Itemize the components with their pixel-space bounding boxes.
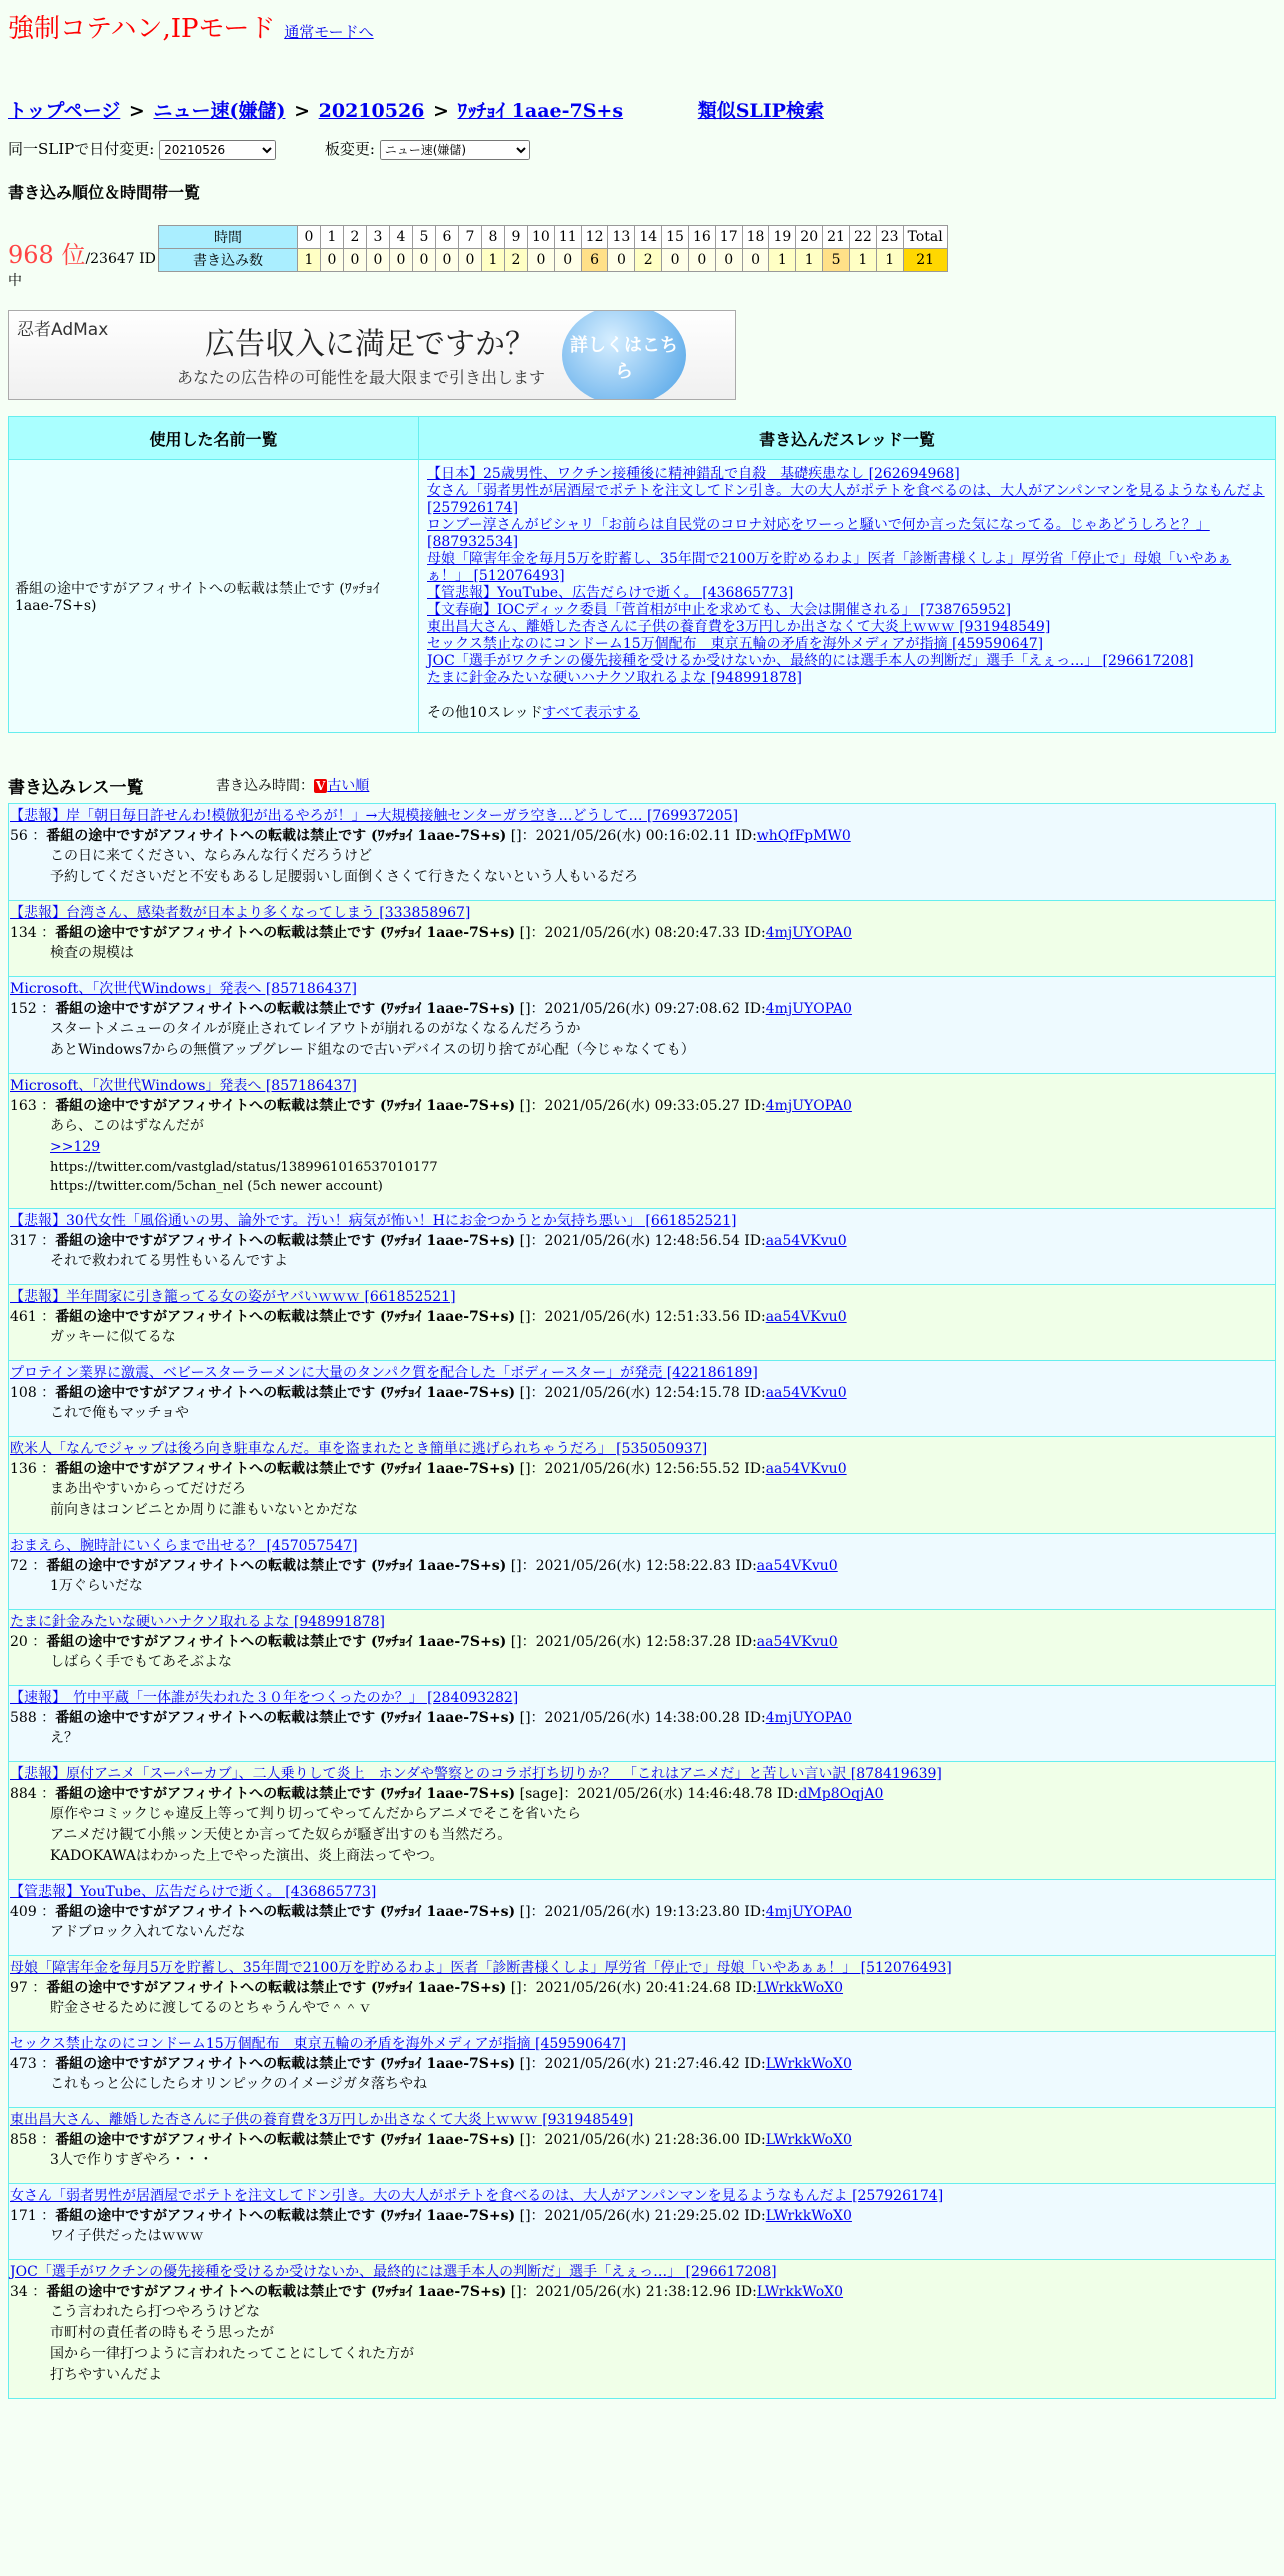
post-body bbox=[10, 1922, 1274, 1943]
post-body-line: 検査の規模は bbox=[50, 945, 134, 961]
post-name: 番組の途中ですがアフィサイトへの転載は禁止です (ﾜｯﾁｮｲ 1aae-7S+s) bbox=[46, 1634, 507, 1650]
post-body-line: 原作やコミックじゃ違反上等って判り切ってやってんだからアニメでそこを省いたら bbox=[50, 1806, 582, 1822]
post-meta: 461 ：番組の途中ですがアフィサイトへの転載は禁止です (ﾜｯﾁｮｲ 1aae-7S+s) []：2021/05/26(水) 12:51:33.56 ID:aa54VKvu0 bbox=[10, 1309, 847, 1325]
post-name: 番組の途中ですがアフィサイトへの転載は禁止です (ﾜｯﾁｮｲ 1aae-7S+s) bbox=[46, 2284, 507, 2300]
hour-count-cell: 0 bbox=[413, 249, 436, 272]
post-body bbox=[10, 2074, 1274, 2095]
hour-count-cell: 0 bbox=[436, 249, 459, 272]
thread-link[interactable]: 母娘「障害年金を毎月5万を貯蓄し、35年間で2100万を貯めるわよ」医者「診断書様くしよ」厚労省「停止で」母娘「いやあぁぁ！」 [512076493] bbox=[427, 551, 1232, 584]
post-meta: 884 ：番組の途中ですがアフィサイトへの転載は禁止です (ﾜｯﾁｮｲ 1aae-7S+s) [sage]：2021/05/26(水) 14:46:48.78 ID:dMp8OqjA0 bbox=[10, 1786, 884, 1802]
post-thread-link[interactable]: 【速報】 竹中平蔵「一体誰が失われた３０年をつくったのか？」 [284093282] bbox=[10, 1690, 519, 1706]
post-date: 2021/05/26(水) 09:27:08.62 bbox=[544, 1001, 740, 1017]
hour-count-cell: 1 bbox=[849, 249, 876, 272]
hour-cell: 21 bbox=[823, 226, 850, 249]
post-meta: 134 ：番組の途中ですがアフィサイトへの転載は禁止です (ﾜｯﾁｮｲ 1aae-7S+s) []：2021/05/26(水) 08:20:47.33 ID:4mjUYOPA0 bbox=[10, 925, 852, 941]
post bbox=[8, 1534, 1276, 1610]
date-change-label: 同一SLIPで日付変更: bbox=[8, 140, 155, 158]
post-body bbox=[10, 2226, 1274, 2247]
hour-cell: 0 bbox=[298, 226, 321, 249]
post-thread-link[interactable]: 女さん「弱者男性が居酒屋でポテトを注文してドン引き。大の大人がポテトを食べるのは、大人がアンパンマンを見るようなもんだよ [257926174] bbox=[10, 2188, 944, 2204]
post-date: 2021/05/26(水) 12:54:15.78 bbox=[544, 1385, 740, 1401]
post-number: 56 bbox=[10, 828, 28, 844]
rank-number: 968 位 bbox=[8, 241, 86, 269]
post-number: 34 bbox=[10, 2284, 28, 2300]
breadcrumb-top[interactable]: トップページ bbox=[8, 100, 121, 122]
thread-link[interactable]: ロンブー淳さんがビシャリ「お前らは自民党のコロナ対応をワーっと騒いで何か言った気になってる。じゃあどうしろと？」 [887932534] bbox=[427, 517, 1210, 550]
post-mail: [] bbox=[510, 1558, 522, 1574]
breadcrumb-slip[interactable]: ﾜｯﾁｮｲ 1aae-7S+s bbox=[457, 100, 624, 122]
similar-slip-search-link[interactable]: 類似SLIP検索 bbox=[697, 100, 824, 122]
post-url-line: https://twitter.com/5chan_nel (5ch newer account) bbox=[50, 1179, 383, 1194]
post-body bbox=[10, 1327, 1274, 1348]
hours-header-row bbox=[159, 226, 948, 249]
post-number: 588 bbox=[10, 1710, 37, 1726]
post-number: 108 bbox=[10, 1385, 37, 1401]
hour-cell: 7 bbox=[459, 226, 482, 249]
post-mail: [] bbox=[519, 1385, 531, 1401]
ad-logo: 忍者AdMax bbox=[17, 320, 109, 340]
post-body bbox=[10, 943, 1274, 964]
board-change-label: 板変更: bbox=[324, 140, 375, 158]
post bbox=[8, 2260, 1276, 2399]
post-number: 858 bbox=[10, 2132, 37, 2148]
ranking-row bbox=[8, 225, 1276, 290]
post-id-link[interactable]: LWrkkWoX0 bbox=[765, 2132, 852, 2148]
post-thread-link[interactable]: 【悲報】原付アニメ「スーパーカブ」、二人乗りして炎上 ホンダや警察とのコラボ打ち切りか？ 「これはアニメだ」と苦しい言い訳 [878419639] bbox=[10, 1766, 942, 1782]
post-date: 2021/05/26(水) 12:58:22.83 bbox=[535, 1558, 731, 1574]
responses-header bbox=[8, 767, 1276, 803]
post-thread-link[interactable]: 欧米人「なんでジャップは後ろ向き駐車なんだ。車を盗まれたとき簡単に逃げられちゃうだろ」 [535050937] bbox=[10, 1441, 708, 1457]
change-controls bbox=[8, 138, 1276, 168]
post-mail: [] bbox=[519, 1233, 531, 1249]
post-thread-link[interactable]: プロテイン業界に激震、ベビースターラーメンに大量のタンパク質を配合した「ボディースター」が発売 [422186189] bbox=[10, 1365, 758, 1381]
breadcrumb-date[interactable]: 20210526 bbox=[318, 100, 425, 122]
post bbox=[8, 1686, 1276, 1762]
post-meta: 171 ：番組の途中ですがアフィサイトへの転載は禁止です (ﾜｯﾁｮｲ 1aae-7S+s) []：2021/05/26(水) 21:29:25.02 ID:LWrkkWoX0 bbox=[10, 2208, 852, 2224]
post bbox=[8, 977, 1276, 1074]
post-meta: 588 ：番組の途中ですがアフィサイトへの転載は禁止です (ﾜｯﾁｮｲ 1aae-7S+s) []：2021/05/26(水) 14:38:00.28 ID:4mjUYOPA0 bbox=[10, 1710, 852, 1726]
post-name: 番組の途中ですがアフィサイトへの転載は禁止です (ﾜｯﾁｮｲ 1aae-7S+s) bbox=[55, 1904, 516, 1920]
post-body-line: アニメだけ観て小熊ッン天使とか言ってた奴らが騒ぎ出すのも当然だろ。 bbox=[50, 1827, 512, 1843]
counts-row bbox=[159, 249, 948, 272]
more-threads-text: その他10スレッド bbox=[427, 705, 543, 721]
post-mail: [] bbox=[519, 2208, 531, 2224]
hour-count-cell: 0 bbox=[688, 249, 715, 272]
hour-count-cell: 1 bbox=[769, 249, 796, 272]
post-meta: 136 ：番組の途中ですがアフィサイトへの転載は禁止です (ﾜｯﾁｮｲ 1aae-7S+s) []：2021/05/26(水) 12:56:55.52 ID:aa54VKvu0 bbox=[10, 1461, 847, 1477]
post-name: 番組の途中ですがアフィサイトへの転載は禁止です (ﾜｯﾁｮｲ 1aae-7S+s) bbox=[55, 2208, 516, 2224]
post-body bbox=[10, 1998, 1274, 2019]
post-meta: 858 ：番組の途中ですがアフィサイトへの転載は禁止です (ﾜｯﾁｮｲ 1aae-7S+s) []：2021/05/26(水) 21:28:36.00 ID:LWrkkWoX0 bbox=[10, 2132, 852, 2148]
post-date: 2021/05/26(水) 12:51:33.56 bbox=[544, 1309, 740, 1325]
post-number: 20 bbox=[10, 1634, 28, 1650]
mode-title: 強制コテハン,IPモード bbox=[8, 14, 276, 44]
post-body-line: 貯金させるために渡してるのとちゃうんやで＾＾ｖ bbox=[50, 2000, 372, 2016]
hour-cell: 8 bbox=[482, 226, 505, 249]
post bbox=[8, 901, 1276, 977]
post-body bbox=[10, 1116, 1274, 1196]
normal-mode-link[interactable]: 通常モードへ bbox=[284, 23, 374, 41]
post-number: 473 bbox=[10, 2056, 37, 2072]
post-body-line: この日に来てください、ならみんな行くだろうけど bbox=[50, 848, 372, 864]
post-body-line: 1万ぐらいだな bbox=[50, 1578, 143, 1594]
breadcrumb-board[interactable]: ニュー速(嫌儲) bbox=[153, 100, 286, 122]
post-thread-link[interactable]: 東出昌大さん、離婚した杏さんに子供の養育費を3万円しか出さなくて大炎上ｗｗｗ [931948549] bbox=[10, 2112, 634, 2128]
post-meta: 56 ：番組の途中ですがアフィサイトへの転載は禁止です (ﾜｯﾁｮｲ 1aae-7S+s) []：2021/05/26(水) 00:16:02.11 ID:whQfFpMW0 bbox=[10, 828, 851, 844]
thread-link[interactable]: 東出昌大さん、離婚した杏さんに子供の養育費を3万円しか出さなくて大炎上ｗｗｗ [931948549] bbox=[427, 619, 1051, 635]
post-date: 2021/05/26(水) 21:28:36.00 bbox=[544, 2132, 740, 2148]
hourly-table bbox=[158, 225, 948, 272]
post-name: 番組の途中ですがアフィサイトへの転載は禁止です (ﾜｯﾁｮｲ 1aae-7S+s) bbox=[55, 1710, 516, 1726]
rank-total-ids: /23647 ID中 bbox=[8, 251, 156, 289]
post-id-link[interactable]: 4mjUYOPA0 bbox=[765, 1001, 852, 1017]
post-number: 884 bbox=[10, 1786, 37, 1802]
names-column-header: 使用した名前一覧 bbox=[9, 417, 419, 460]
sort-direction-icon: V bbox=[316, 779, 326, 793]
post-date: 2021/05/26(水) 09:33:05.27 bbox=[544, 1098, 740, 1114]
hour-cell: 19 bbox=[769, 226, 796, 249]
post-thread-link[interactable]: 【悲報】30代女性「風俗通いの男、論外です。汚い！病気が怖い！Hにお金つかうとか気持ち悪い」 [661852521] bbox=[10, 1213, 737, 1229]
post-number: 409 bbox=[10, 1904, 37, 1920]
post-mail: [] bbox=[519, 1710, 531, 1726]
post-meta: 20 ：番組の途中ですがアフィサイトへの転載は禁止です (ﾜｯﾁｮｲ 1aae-7S+s) []：2021/05/26(水) 12:58:37.28 ID:aa54VKvu0 bbox=[10, 1634, 838, 1650]
post-id-link[interactable]: LWrkkWoX0 bbox=[765, 2208, 852, 2224]
sort-oldest-link[interactable]: 古い順 bbox=[327, 778, 370, 794]
post-number: 152 bbox=[10, 1001, 37, 1017]
thread-link[interactable]: 【日本】25歳男性、ワクチン接種後に精神錯乱で自殺 基礎疾患なし [262694968] bbox=[427, 466, 960, 482]
breadcrumb-separator: > bbox=[433, 100, 449, 122]
post-id-link[interactable]: aa54VKvu0 bbox=[756, 1634, 838, 1650]
hour-cell: 14 bbox=[635, 226, 662, 249]
hour-count-cell: 0 bbox=[367, 249, 390, 272]
post-body-line: 打ちやすいんだよ bbox=[50, 2367, 162, 2383]
post-name: 番組の途中ですがアフィサイトへの転載は禁止です (ﾜｯﾁｮｲ 1aae-7S+s) bbox=[55, 1098, 516, 1114]
hour-cell: 11 bbox=[554, 226, 581, 249]
hour-cell: 13 bbox=[608, 226, 635, 249]
post-mail: [sage] bbox=[519, 1786, 564, 1802]
post-body-line: まあ出やすいからってだけだろ bbox=[50, 1481, 246, 1497]
ranking-heading: 書き込み順位＆時間帯一覧 bbox=[8, 183, 201, 202]
post-body-line: こう言われたら打つやろうけどな bbox=[50, 2304, 260, 2320]
hour-count-cell: 1 bbox=[482, 249, 505, 272]
post-thread-link[interactable]: 【悲報】岸「朝日毎日許せんわ!模倣犯が出るやろが！」→大規模接触センターガラ空き…どうして… [769937205] bbox=[10, 808, 739, 824]
hour-cell: 2 bbox=[344, 226, 367, 249]
post-thread-link[interactable]: たまに針金みたいな硬いハナクソ取れるよな [948991878] bbox=[10, 1614, 385, 1630]
post-name: 番組の途中ですがアフィサイトへの転載は禁止です (ﾜｯﾁｮｲ 1aae-7S+s) bbox=[55, 1786, 516, 1802]
board-select[interactable] bbox=[380, 140, 530, 160]
post-meta: 152 ：番組の途中ですがアフィサイトへの転載は禁止です (ﾜｯﾁｮｲ 1aae-7S+s) []：2021/05/26(水) 09:27:08.62 ID:4mjUYOPA0 bbox=[10, 1001, 852, 1017]
hour-cell: 10 bbox=[528, 226, 555, 249]
post bbox=[8, 2108, 1276, 2184]
post-name: 番組の途中ですがアフィサイトへの転載は禁止です (ﾜｯﾁｮｲ 1aae-7S+s) bbox=[55, 925, 516, 941]
post-id-link[interactable]: 4mjUYOPA0 bbox=[765, 1710, 852, 1726]
post-meta: 72 ：番組の途中ですがアフィサイトへの転載は禁止です (ﾜｯﾁｮｲ 1aae-7S+s) []：2021/05/26(水) 12:58:22.83 ID:aa54VKvu0 bbox=[10, 1558, 838, 1574]
total-count-cell: 21 bbox=[903, 249, 947, 272]
total-header-cell: Total bbox=[903, 226, 947, 249]
post-body-line: 予約してくださいだと不安もあるし足腰弱いし面倒くさくて行きたくないという人もいるだろ bbox=[50, 869, 638, 885]
sort-control bbox=[216, 775, 369, 795]
post-body-line: え？ bbox=[50, 1730, 78, 1746]
post bbox=[8, 1437, 1276, 1534]
post-number: 136 bbox=[10, 1461, 37, 1477]
hour-cell: 9 bbox=[505, 226, 528, 249]
post-number: 134 bbox=[10, 925, 37, 941]
post-body-line: あら、このはずなんだが bbox=[50, 1118, 204, 1134]
post-id-link[interactable]: aa54VKvu0 bbox=[765, 1385, 847, 1401]
hour-cell: 20 bbox=[796, 226, 823, 249]
post-mail: [] bbox=[519, 2056, 531, 2072]
post-body bbox=[10, 2150, 1274, 2171]
post-body-line: ガッキーに似てるな bbox=[50, 1329, 176, 1345]
hour-count-cell: 1 bbox=[796, 249, 823, 272]
post-body-line: ワイ子供だったはｗｗｗ bbox=[50, 2228, 204, 2244]
post-date: 2021/05/26(水) 08:20:47.33 bbox=[544, 925, 740, 941]
post-body-line: これもっと公にしたらオリンピックのイメージガタ落ちやね bbox=[50, 2076, 428, 2092]
ad-headline: 広告収入に満足ですか？ bbox=[205, 327, 535, 362]
post-date: 2021/05/26(水) 12:56:55.52 bbox=[544, 1461, 740, 1477]
hour-count-cell: 0 bbox=[662, 249, 689, 272]
hour-cell: 5 bbox=[413, 226, 436, 249]
post-mail: [] bbox=[519, 1904, 531, 1920]
posts-list bbox=[8, 803, 1276, 2399]
post-date: 2021/05/26(水) 21:27:46.42 bbox=[544, 2056, 740, 2072]
hour-cell: 17 bbox=[715, 226, 742, 249]
post-body-line: しばらく手でもてあそぶよな bbox=[50, 1654, 232, 1670]
post-id-link[interactable]: 4mjUYOPA0 bbox=[765, 925, 852, 941]
responses-title: 書き込みレス一覧 bbox=[8, 777, 144, 798]
names-threads-table bbox=[8, 416, 1276, 733]
post-name: 番組の途中ですがアフィサイトへの転載は禁止です (ﾜｯﾁｮｲ 1aae-7S+s) bbox=[55, 2132, 516, 2148]
post-body-line: これで俺もマッチョや bbox=[50, 1405, 190, 1421]
post-name: 番組の途中ですがアフィサイトへの転載は禁止です (ﾜｯﾁｮｲ 1aae-7S+s) bbox=[55, 1461, 516, 1477]
post-mail: [] bbox=[519, 925, 531, 941]
hour-cell: 4 bbox=[390, 226, 413, 249]
hour-count-cell: 0 bbox=[742, 249, 769, 272]
hour-count-cell: 0 bbox=[528, 249, 555, 272]
post-date: 2021/05/26(水) 12:58:37.28 bbox=[535, 1634, 731, 1650]
post-id-link[interactable]: dMp8OqjA0 bbox=[798, 1786, 884, 1802]
hour-count-cell: 2 bbox=[635, 249, 662, 272]
post-date: 2021/05/26(水) 21:29:25.02 bbox=[544, 2208, 740, 2224]
post-mail: [] bbox=[519, 1309, 531, 1325]
post-body bbox=[10, 1728, 1274, 1749]
post-thread-link[interactable]: 【管悲報】YouTube、広告だらけで逝く。 [436865773] bbox=[10, 1884, 377, 1900]
posts-row-label: 書き込み数 bbox=[159, 249, 298, 272]
breadcrumb bbox=[8, 96, 1276, 126]
post-body-line: それで救われてる男性もいるんですよ bbox=[50, 1253, 288, 1269]
post-name: 番組の途中ですがアフィサイトへの転載は禁止です (ﾜｯﾁｮｲ 1aae-7S+s) bbox=[55, 2056, 516, 2072]
post-thread-link[interactable]: Microsoft、「次世代Windows」発表へ [857186437] bbox=[10, 1078, 357, 1094]
post-body bbox=[10, 1403, 1274, 1424]
post-thread-link[interactable]: 【悲報】台湾さん、感染者数が日本より多くなってしまう [333858967] bbox=[10, 905, 471, 921]
post-body bbox=[10, 1576, 1274, 1597]
post-thread-link[interactable]: セックス禁止なのにコンドーム15万個配布 東京五輪の矛盾を海外メディアが指摘 [459590647] bbox=[10, 2036, 627, 2052]
post-body bbox=[10, 1652, 1274, 1673]
post-id-link[interactable]: 4mjUYOPA0 bbox=[765, 1098, 852, 1114]
post-number: 97 bbox=[10, 1980, 28, 1996]
post-meta: 108 ：番組の途中ですがアフィサイトへの転載は禁止です (ﾜｯﾁｮｲ 1aae-7S+s) []：2021/05/26(水) 12:54:15.78 ID:aa54VKvu0 bbox=[10, 1385, 847, 1401]
post-body-line: あとWindows7からの無償アップグレード組なので古いデバイスの切り捨てが心配（今じゃなくても） bbox=[50, 1042, 695, 1058]
post-date: 2021/05/26(水) 19:13:23.80 bbox=[544, 1904, 740, 1920]
rank-display bbox=[8, 225, 158, 290]
post-url-line: https://twitter.com/vastglad/status/1389961016537010177 bbox=[50, 1160, 438, 1175]
post-meta: 97 ：番組の途中ですがアフィサイトへの転載は禁止です (ﾜｯﾁｮｲ 1aae-7S+s) []：2021/05/26(水) 20:41:24.68 ID:LWrkkWoX0 bbox=[10, 1980, 844, 1996]
post-date: 2021/05/26(水) 20:41:24.68 bbox=[535, 1980, 731, 1996]
hour-count-cell: 6 bbox=[581, 249, 608, 272]
post bbox=[8, 2184, 1276, 2260]
post-meta: 409 ：番組の途中ですがアフィサイトへの転載は禁止です (ﾜｯﾁｮｲ 1aae-7S+s) []：2021/05/26(水) 19:13:23.80 ID:4mjUYOPA0 bbox=[10, 1904, 852, 1920]
time-row-label: 時間 bbox=[159, 226, 298, 249]
thread-link[interactable]: 【文春砲】IOCディック委員「菅首相が中止を求めても、大会は開催される」 [738765952] bbox=[427, 602, 1012, 618]
post-body bbox=[10, 846, 1274, 888]
post-thread-link[interactable]: おまえら、腕時計にいくらまで出せる？ [457057547] bbox=[10, 1538, 358, 1554]
post-body-line: スタートメニューのタイルが廃止されてレイアウトが崩れるのがなくなるんだろうか bbox=[50, 1021, 581, 1037]
post-body-line: 前向きはコンビニとか周りに誰もいないとかだな bbox=[50, 1502, 358, 1518]
post-id-link[interactable]: aa54VKvu0 bbox=[765, 1309, 847, 1325]
post-number: 317 bbox=[10, 1233, 37, 1249]
post-meta: 317 ：番組の途中ですがアフィサイトへの転載は禁止です (ﾜｯﾁｮｲ 1aae-7S+s) []：2021/05/26(水) 12:48:56.54 ID:aa54VKvu0 bbox=[10, 1233, 847, 1249]
post-anchor-link[interactable]: >>129 bbox=[50, 1139, 101, 1155]
mode-header bbox=[8, 8, 1276, 42]
post-body bbox=[10, 1479, 1274, 1521]
thread-list-cell bbox=[419, 460, 1276, 733]
post-thread-link[interactable]: 母娘「障害年金を毎月5万を貯蓄し、35年間で2100万を貯めるわよ」医者「診断書様くしよ」厚労省「停止で」母娘「いやあぁぁ！」 [512076493] bbox=[10, 1960, 952, 1976]
post-body bbox=[10, 1804, 1274, 1867]
post-mail: [] bbox=[519, 1098, 531, 1114]
hour-count-cell: 2 bbox=[505, 249, 528, 272]
post-name: 番組の途中ですがアフィサイトへの転載は禁止です (ﾜｯﾁｮｲ 1aae-7S+s) bbox=[55, 1233, 516, 1249]
thread-link[interactable]: セックス禁止なのにコンドーム15万個配布 東京五輪の矛盾を海外メディアが指摘 [459590647] bbox=[427, 636, 1044, 652]
hour-cell: 1 bbox=[321, 226, 344, 249]
hour-count-cell: 0 bbox=[321, 249, 344, 272]
hour-cell: 22 bbox=[849, 226, 876, 249]
post bbox=[8, 2032, 1276, 2108]
post bbox=[8, 804, 1276, 901]
post-thread-link[interactable]: JOC「選手がワクチンの優先接種を受けるか受けないか、最終的には選手本人の判断だ」選手「えぇっ…」 [296617208] bbox=[10, 2264, 777, 2280]
post-number: 461 bbox=[10, 1309, 37, 1325]
post-id-link[interactable]: LWrkkWoX0 bbox=[756, 2284, 844, 2300]
post-id-link[interactable]: aa54VKvu0 bbox=[765, 1461, 847, 1477]
post-mail: [] bbox=[519, 2132, 531, 2148]
post-number: 163 bbox=[10, 1098, 37, 1114]
post-date: 2021/05/26(水) 00:16:02.11 bbox=[535, 828, 731, 844]
thread-link[interactable]: 【管悲報】YouTube、広告だらけで逝く。 [436865773] bbox=[427, 585, 794, 601]
post-date: 2021/05/26(水) 12:48:56.54 bbox=[544, 1233, 740, 1249]
post-mail: [] bbox=[510, 828, 522, 844]
post-date: 2021/05/26(水) 14:46:48.78 bbox=[577, 1786, 773, 1802]
hour-count-cell: 0 bbox=[608, 249, 635, 272]
post bbox=[8, 1361, 1276, 1437]
post-name: 番組の途中ですがアフィサイトへの転載は禁止です (ﾜｯﾁｮｲ 1aae-7S+s) bbox=[55, 1309, 516, 1325]
post-mail: [] bbox=[510, 1980, 522, 1996]
post-name: 番組の途中ですがアフィサイトへの転載は禁止です (ﾜｯﾁｮｲ 1aae-7S+s) bbox=[46, 1558, 507, 1574]
thread-link[interactable]: たまに針金みたいな硬いハナクソ取れるよな [948991878] bbox=[427, 670, 802, 686]
post-name: 番組の途中ですがアフィサイトへの転載は禁止です (ﾜｯﾁｮｲ 1aae-7S+s) bbox=[55, 1385, 516, 1401]
post-name: 番組の途中ですがアフィサイトへの転載は禁止です (ﾜｯﾁｮｲ 1aae-7S+s) bbox=[46, 828, 507, 844]
post bbox=[8, 1762, 1276, 1880]
post bbox=[8, 1956, 1276, 2032]
thread-links bbox=[427, 466, 1267, 687]
post-id-link[interactable]: whQfFpMW0 bbox=[756, 828, 851, 844]
post-body bbox=[10, 2302, 1274, 2386]
post-meta: 473 ：番組の途中ですがアフィサイトへの転載は禁止です (ﾜｯﾁｮｲ 1aae-7S+s) []：2021/05/26(水) 21:27:46.42 ID:LWrkkWoX0 bbox=[10, 2056, 852, 2072]
post-id-link[interactable]: LWrkkWoX0 bbox=[765, 2056, 852, 2072]
post-meta: 163 ：番組の途中ですがアフィサイトへの転載は禁止です (ﾜｯﾁｮｲ 1aae-7S+s) []：2021/05/26(水) 09:33:05.27 ID:4mjUYOPA0 bbox=[10, 1098, 852, 1114]
post bbox=[8, 1880, 1276, 1956]
post-body-line: 3人で作りすぎやろ・・・ bbox=[50, 2152, 213, 2168]
post-mail: [] bbox=[519, 1461, 531, 1477]
show-all-threads-link[interactable]: すべて表示する bbox=[542, 705, 640, 721]
hour-cell: 16 bbox=[688, 226, 715, 249]
post-mail: [] bbox=[519, 1001, 531, 1017]
post-name: 番組の途中ですがアフィサイトへの転載は禁止です (ﾜｯﾁｮｲ 1aae-7S+s) bbox=[55, 1001, 516, 1017]
post-id-link[interactable]: LWrkkWoX0 bbox=[756, 1980, 844, 1996]
breadcrumb-separator: > bbox=[294, 100, 310, 122]
post-mail: [] bbox=[510, 2284, 522, 2300]
hour-count-cell: 0 bbox=[715, 249, 742, 272]
hour-cell: 3 bbox=[367, 226, 390, 249]
hour-count-cell: 1 bbox=[876, 249, 903, 272]
post bbox=[8, 1074, 1276, 1209]
post-id-link[interactable]: 4mjUYOPA0 bbox=[765, 1904, 852, 1920]
hour-count-cell: 5 bbox=[823, 249, 850, 272]
post-id-link[interactable]: aa54VKvu0 bbox=[765, 1233, 847, 1249]
hour-cell: 15 bbox=[662, 226, 689, 249]
post-body bbox=[10, 1251, 1274, 1272]
post-number: 171 bbox=[10, 2208, 37, 2224]
thread-link[interactable]: 女さん「弱者男性が居酒屋でポテトを注文してドン引き。大の大人がポテトを食べるのは、大人がアンパンマンを見るようなもんだよ [257926174] bbox=[427, 483, 1265, 516]
hour-count-cell: 1 bbox=[298, 249, 321, 272]
post bbox=[8, 1209, 1276, 1285]
more-threads-line bbox=[427, 705, 1267, 722]
hour-cell: 23 bbox=[876, 226, 903, 249]
post-body-line: 市町村の責任者の時もそう思ったが bbox=[50, 2325, 274, 2341]
ad-details-button[interactable]: 詳しくはこちら bbox=[562, 310, 686, 400]
post bbox=[8, 1285, 1276, 1361]
thread-link[interactable]: JOC「選手がワクチンの優先接種を受けるか受けないか、最終的には選手本人の判断だ」選手「えぇっ…」 [296617208] bbox=[427, 653, 1194, 669]
hour-count-cell: 0 bbox=[390, 249, 413, 272]
post-id-link[interactable]: aa54VKvu0 bbox=[756, 1558, 838, 1574]
hour-cell: 6 bbox=[436, 226, 459, 249]
post-mail: [] bbox=[510, 1634, 522, 1650]
hour-cell: 12 bbox=[581, 226, 608, 249]
post-date: 2021/05/26(水) 14:38:00.28 bbox=[544, 1710, 740, 1726]
threads-column-header: 書き込んだスレッド一覧 bbox=[419, 417, 1276, 460]
breadcrumb-separator: > bbox=[128, 100, 145, 122]
post-name: 番組の途中ですがアフィサイトへの転載は禁止です (ﾜｯﾁｮｲ 1aae-7S+s) bbox=[46, 1980, 507, 1996]
post-body-line: 国から一律打つように言われたってことにしてくれた方が bbox=[50, 2346, 414, 2362]
sort-label: 書き込み時間： bbox=[216, 778, 314, 794]
hour-count-cell: 0 bbox=[459, 249, 482, 272]
hour-count-cell: 0 bbox=[554, 249, 581, 272]
post bbox=[8, 1610, 1276, 1686]
ad-subtext: あなたの広告枠の可能性を最大限まで引き出します bbox=[177, 368, 546, 387]
used-name: 番組の途中ですがアフィサイトへの転載は禁止です (ﾜｯﾁｮｲ 1aae-7S+s) bbox=[9, 460, 419, 733]
post-number: 72 bbox=[10, 1558, 28, 1574]
date-select[interactable] bbox=[159, 140, 276, 160]
hour-count-cell: 0 bbox=[344, 249, 367, 272]
post-body-line: KADOKAWAはわかった上でやった演出、炎上商法ってやつ。 bbox=[50, 1848, 444, 1864]
post-thread-link[interactable]: Microsoft、「次世代Windows」発表へ [857186437] bbox=[10, 981, 357, 997]
post-meta: 34 ：番組の途中ですがアフィサイトへの転載は禁止です (ﾜｯﾁｮｲ 1aae-7S+s) []：2021/05/26(水) 21:38:12.96 ID:LWrkkWoX0 bbox=[10, 2284, 844, 2300]
post-thread-link[interactable]: 【悲報】半年間家に引き籠ってる女の姿がヤバいｗｗｗ [661852521] bbox=[10, 1289, 456, 1305]
hour-cell: 18 bbox=[742, 226, 769, 249]
ad-banner[interactable] bbox=[8, 310, 736, 400]
post-body-line: アドブロック入れてないんだな bbox=[50, 1924, 246, 1940]
post-body bbox=[10, 1019, 1274, 1061]
post-date: 2021/05/26(水) 21:38:12.96 bbox=[535, 2284, 731, 2300]
